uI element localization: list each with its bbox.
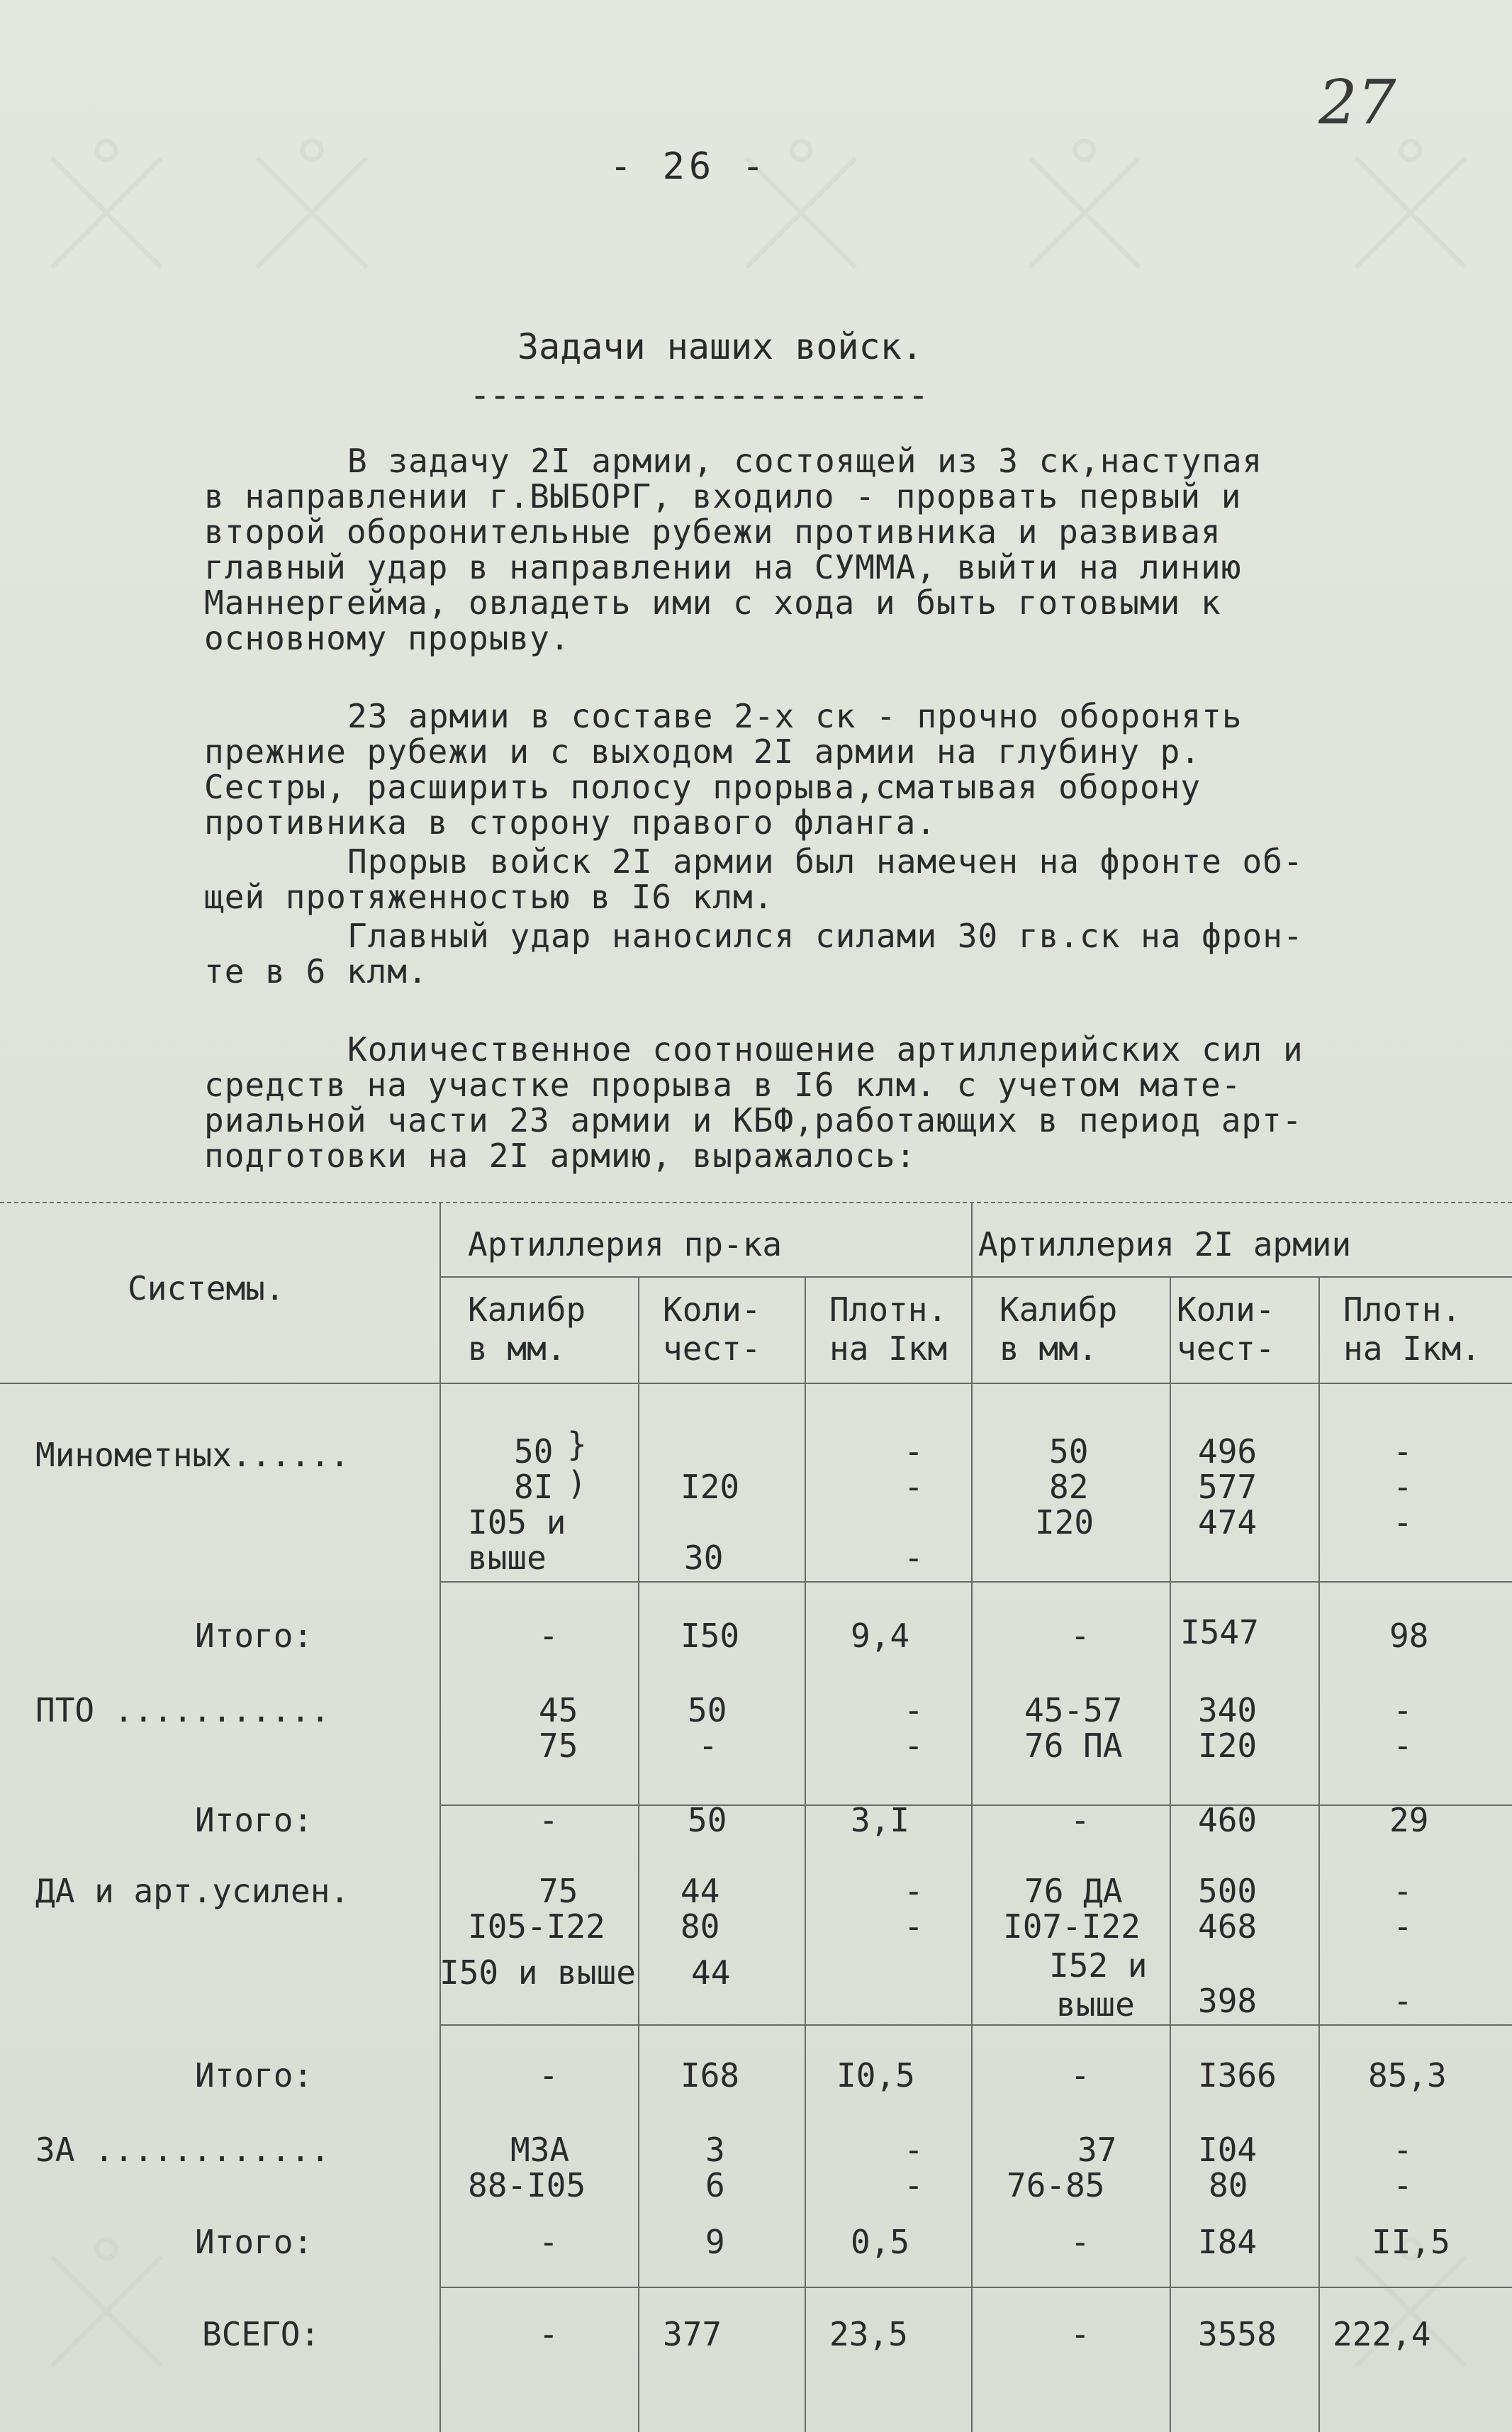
paragraph-line: основному прорыву. [204, 619, 571, 657]
header-quantity: чест- [663, 1329, 761, 1368]
header-army-artillery: Артиллерия 2I армии [978, 1225, 1352, 1264]
watermark-emblem-icon [1007, 135, 1163, 291]
watermark-emblem-icon [1333, 135, 1489, 291]
cell: 340 [1198, 1691, 1258, 1729]
cell: I04 [1198, 2131, 1258, 2169]
cell: 76 ПА [1024, 1727, 1123, 1765]
table-row-divider [439, 1805, 1512, 1806]
cell: 474 [1198, 1503, 1258, 1541]
cell: 3 [705, 2131, 725, 2169]
cell: 76 ДА [1024, 1872, 1123, 1910]
cell: - [698, 1727, 718, 1765]
cell: II,5 [1372, 2223, 1450, 2261]
handwritten-page-number: 27 [1318, 67, 1396, 138]
cell: 222,4 [1333, 2315, 1431, 2353]
header-density-army: Плотн. [1343, 1290, 1462, 1329]
paragraph-line: прежние рубежи и с выходом 2I армии на глубину р. [204, 732, 1202, 771]
title-underline: ----------------------- [469, 374, 928, 415]
table-group-divider [439, 1276, 1512, 1278]
paragraph-line: Прорыв войск 2I армии был намечен на фронте об- [347, 842, 1304, 881]
cell: I68 [681, 2056, 740, 2094]
table-top-border [0, 1202, 1512, 1203]
row-label-total: Итого: [195, 1617, 313, 1655]
cell: - [539, 2056, 559, 2094]
cell: - [1393, 1432, 1413, 1471]
cell: I0,5 [836, 2056, 915, 2094]
cell: 29 [1389, 1801, 1429, 1839]
header-density: на Iкм [829, 1329, 948, 1368]
cell: 460 [1198, 1801, 1258, 1839]
cell: 23,5 [829, 2315, 908, 2353]
table-column-divider [971, 1202, 973, 2432]
header-caliber: в мм. [468, 1329, 566, 1368]
cell: - [1393, 1982, 1413, 2020]
paragraph-line: риальной части 23 армии и КБФ,работающих в период арт- [204, 1101, 1303, 1139]
cell: I07-I22 [1003, 1907, 1141, 1946]
cell: 9,4 [851, 1617, 910, 1655]
header-caliber: Калибр [468, 1290, 586, 1329]
header-density: Плотн. [829, 1290, 948, 1329]
cell: 37 [1077, 2131, 1117, 2169]
table-row-divider [439, 1581, 1512, 1583]
cell: - [904, 1872, 924, 1910]
cell: - [1393, 2131, 1413, 2169]
table-column-divider [439, 1202, 441, 2432]
row-label-total: Итого: [195, 2223, 313, 2261]
cell: - [1393, 1503, 1413, 1541]
header-caliber-army: Калибр [999, 1290, 1118, 1329]
cell: - [904, 1432, 924, 1471]
cell-brace: ) [567, 1464, 587, 1502]
cell: 377 [663, 2315, 722, 2353]
watermark-emblem-icon [28, 135, 184, 291]
paragraph-line: средств на участке прорыва в I6 клм. с учетом мате- [204, 1066, 1242, 1104]
header-caliber-army: в мм. [999, 1329, 1098, 1368]
cell: 30 [684, 1539, 724, 1577]
cell: - [539, 2223, 559, 2261]
cell: I547 [1180, 1613, 1259, 1651]
cell: I50 и выше [439, 1953, 636, 1992]
cell: 80 [681, 1907, 720, 1946]
cell: I52 и [1049, 1946, 1148, 1985]
paragraph-line: подготовки на 2I армию, выражалось: [204, 1137, 917, 1175]
row-label-grand-total: ВСЕГО: [202, 2315, 320, 2353]
cell: 88-I05 [468, 2166, 586, 2204]
table-column-divider [805, 1276, 806, 2432]
section-title: Задачи наших войск. [517, 326, 923, 367]
row-label-total: Итого: [195, 2056, 313, 2094]
paragraph-line: те в 6 клм. [204, 952, 428, 991]
cell: 50 [1049, 1432, 1089, 1471]
paragraph-line: противника в сторону правого фланга. [204, 803, 936, 842]
paragraph-line: щей протяженностью в I6 клм. [204, 878, 774, 916]
cell: I50 [681, 1617, 740, 1655]
paragraph-line: Сестры, расширить полосу прорыва,сматывая оборону [204, 768, 1202, 806]
cell: 98 [1389, 1617, 1429, 1655]
cell: 577 [1198, 1468, 1258, 1506]
cell: выше [1056, 1985, 1135, 2024]
cell: выше [468, 1539, 547, 1577]
row-label-za: ЗА ............ [35, 2131, 330, 2169]
cell: 44 [681, 1872, 720, 1910]
cell: 0,5 [851, 2223, 910, 2261]
header-systems: Системы. [128, 1269, 285, 1307]
cell: I05 и [468, 1503, 566, 1541]
cell: 50 [688, 1691, 727, 1729]
header-density-army: на Iкм. [1343, 1329, 1481, 1368]
cell: - [1070, 2056, 1090, 2094]
cell: 82 [1049, 1468, 1089, 1506]
header-quantity: Коли- [663, 1290, 761, 1329]
row-label-mortar: Минометных...... [35, 1436, 350, 1474]
cell: 398 [1198, 1982, 1258, 2020]
cell: 3558 [1198, 2315, 1277, 2353]
header-quantity-army: чест- [1177, 1329, 1275, 1368]
table-column-divider [1170, 1276, 1171, 2432]
header-quantity-army: Коли- [1177, 1290, 1275, 1329]
cell: - [904, 2166, 924, 2204]
cell: - [539, 2315, 559, 2353]
cell: - [1393, 1691, 1413, 1729]
cell: - [539, 1801, 559, 1839]
cell: - [1393, 2166, 1413, 2204]
cell: - [1393, 1727, 1413, 1765]
cell: - [1070, 2223, 1090, 2261]
row-label-pto: ПТО ........... [35, 1691, 330, 1729]
cell: 50 [688, 1801, 727, 1839]
table-row-divider [439, 2024, 1512, 2026]
cell: - [1393, 1872, 1413, 1910]
cell: 6 [705, 2166, 725, 2204]
paragraph-line: Количественное соотношение артиллерийских сил и [347, 1030, 1304, 1069]
table-column-divider [1318, 1276, 1320, 2432]
paragraph-line: в направлении г.ВЫБОРГ, входило - прорвать первый и [204, 477, 1242, 515]
cell: 50 [514, 1432, 554, 1471]
cell: 496 [1198, 1432, 1258, 1471]
paragraph-line: 23 армии в составе 2-х ск - прочно оборонять [347, 697, 1243, 735]
paragraph-line: Главный удар наносился силами 30 гв.ск на фрон- [347, 917, 1304, 955]
paragraph-line: Маннергейма, овладеть ими с хода и быть готовыми к [204, 584, 1221, 622]
watermark-emblem-icon [28, 2233, 184, 2389]
paragraph-line: главный удар в направлении на СУММА, выйти на линию [204, 548, 1242, 586]
cell: 75 [539, 1727, 578, 1765]
row-label-da: ДА и арт.усилен. [35, 1872, 350, 1910]
cell: I05-I22 [468, 1907, 605, 1946]
cell: 75 [539, 1872, 578, 1910]
cell: 44 [691, 1953, 731, 1992]
cell: - [539, 1617, 559, 1655]
table-column-divider [638, 1276, 639, 2432]
cell: - [904, 1691, 924, 1729]
cell: 3,I [851, 1801, 910, 1839]
cell: - [1070, 2315, 1090, 2353]
cell: - [1070, 1801, 1090, 1839]
cell: 85,3 [1368, 2056, 1447, 2094]
cell: - [1070, 1617, 1090, 1655]
cell: I20 [1198, 1727, 1258, 1765]
row-label-total: Итого: [195, 1801, 313, 1839]
page-number: - 26 - [610, 145, 768, 188]
cell: МЗА [510, 2131, 570, 2169]
cell: 76-85 [1007, 2166, 1105, 2204]
cell: I84 [1198, 2223, 1258, 2261]
cell: 8I [514, 1468, 554, 1506]
cell: I20 [1035, 1503, 1094, 1541]
paragraph-line: второй оборонительные рубежи противника и развивая [204, 513, 1221, 551]
cell: 500 [1198, 1872, 1258, 1910]
cell: - [904, 2131, 924, 2169]
cell: 468 [1198, 1907, 1258, 1946]
table-row-divider [439, 2287, 1512, 2288]
table-header-bottom [0, 1383, 1512, 1384]
cell: - [1393, 1907, 1413, 1946]
cell: - [904, 1468, 924, 1506]
cell: I366 [1198, 2056, 1277, 2094]
cell-brace: } [567, 1425, 587, 1463]
header-enemy-artillery: Артиллерия пр-ка [468, 1225, 783, 1264]
cell: 45-57 [1024, 1691, 1123, 1729]
cell: - [904, 1727, 924, 1765]
paragraph-line: В задачу 2I армии, состоящей из 3 ск,наступая [347, 442, 1263, 480]
cell: 45 [539, 1691, 578, 1729]
cell: - [904, 1907, 924, 1946]
cell: - [1393, 1468, 1413, 1506]
cell: 80 [1209, 2166, 1248, 2204]
watermark-emblem-icon [234, 135, 390, 291]
cell: I20 [681, 1468, 740, 1506]
cell: - [904, 1539, 924, 1577]
cell: 9 [705, 2223, 725, 2261]
